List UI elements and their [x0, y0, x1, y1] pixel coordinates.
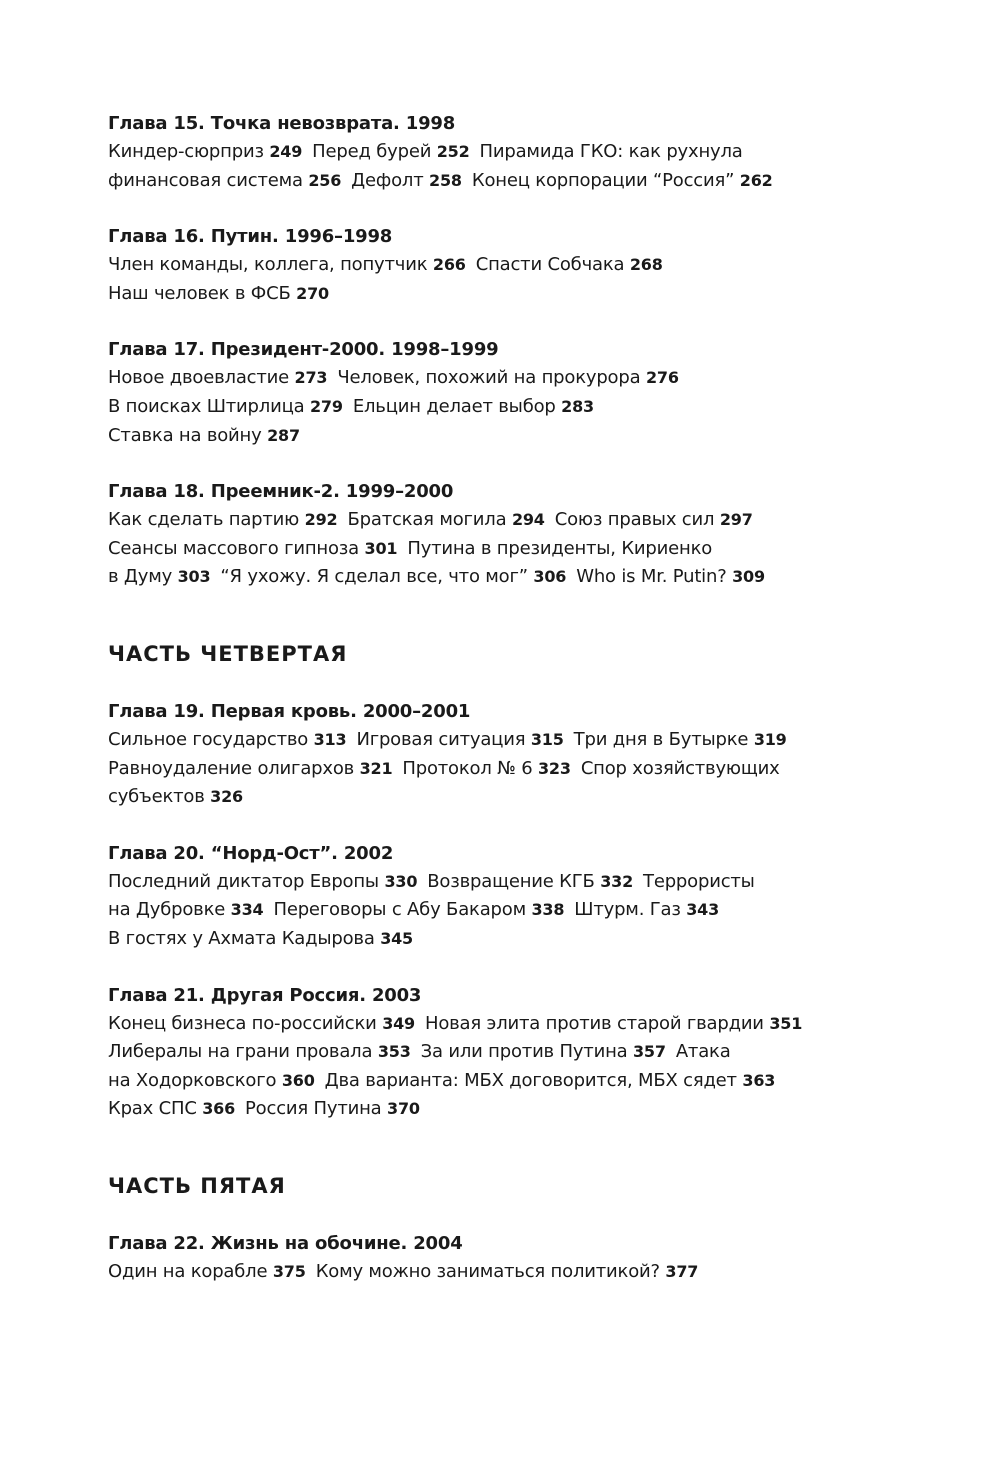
toc-entry [108, 871, 417, 892]
toc-entry [356, 729, 563, 750]
page-number: 303 [177, 567, 211, 587]
entry-line [108, 364, 948, 393]
page-number: 345 [380, 928, 413, 948]
toc-entry [220, 566, 566, 587]
entry-title: Возвращение КГБ [427, 870, 595, 892]
page-number: 360 [281, 1070, 315, 1090]
page-number: 279 [310, 396, 343, 416]
entry-title: Игровая ситуация [356, 728, 526, 750]
toc-entry [312, 141, 469, 162]
page-number: 343 [686, 900, 720, 920]
toc-entry [108, 1098, 235, 1119]
entry-title: Равноудаление олигархов [108, 757, 355, 779]
entry-line [108, 167, 948, 196]
entry-line [108, 138, 948, 167]
entry-line [108, 506, 948, 535]
entry-title: в Думу [108, 566, 173, 588]
chapter-section [108, 1230, 948, 1287]
chapter-section [108, 336, 948, 450]
entry-title: Киндер-сюрприз [108, 141, 264, 162]
entry-title: Спор хозяйствующих [580, 757, 780, 779]
toc-entry [421, 1041, 666, 1062]
entry-title: Кому можно заниматься политикой? [315, 1260, 660, 1282]
entry-title: Ставка на войну [108, 424, 262, 446]
toc-entry [108, 928, 413, 949]
entry-line [108, 393, 948, 422]
entry-title: на Дубровке [108, 899, 226, 921]
page-number: 297 [719, 510, 753, 530]
table-of-contents [108, 110, 948, 1286]
toc-entry [427, 871, 633, 892]
entry-title: Новая элита против старой гвардии [425, 1012, 764, 1034]
entry-title: Последний диктатор Европы [108, 870, 379, 892]
page-number: 276 [645, 368, 679, 388]
toc-entry [472, 170, 773, 191]
chapter-entries [108, 364, 948, 450]
entry-title: Ельцин делает выбор [352, 395, 556, 417]
page-number: 363 [742, 1070, 776, 1090]
toc-entry [108, 254, 466, 275]
chapter-entries [108, 1010, 948, 1124]
page-number: 332 [600, 871, 634, 891]
toc-entry [402, 758, 570, 779]
toc-entry [108, 170, 341, 191]
page-number: 330 [384, 871, 418, 891]
entry-line [108, 783, 948, 812]
entry-line [108, 868, 948, 897]
toc-entry [407, 538, 712, 559]
toc-entry [108, 396, 343, 417]
chapter-title: Глава 19. Первая кровь. 2000–2001 [108, 700, 471, 722]
entry-line [108, 896, 948, 925]
toc-entry [576, 566, 765, 587]
entry-title: Два варианта: МБХ договорится, МБХ сядет [324, 1069, 737, 1091]
entry-title: Наш человек в ФСБ [108, 282, 291, 304]
page-number: 349 [382, 1013, 415, 1033]
toc-entry [325, 1070, 776, 1091]
toc-entry [347, 509, 544, 530]
entry-title: В поисках Штирлица [108, 395, 305, 417]
toc-entry [273, 899, 564, 920]
entry-title: Террористы [643, 870, 755, 892]
toc-entry [108, 899, 263, 920]
toc-entry [676, 1041, 731, 1062]
chapter-title: Глава 22. Жизнь на обочине. 2004 [108, 1232, 463, 1254]
entry-title: За или против Путина [420, 1041, 628, 1063]
page-number: 306 [533, 567, 567, 587]
toc-entry [574, 729, 787, 750]
entry-title: Конец бизнеса по-российски [108, 1012, 377, 1034]
toc-entry [574, 899, 719, 920]
page-number: 334 [230, 900, 264, 920]
entry-line [108, 280, 948, 309]
entry-title: Конец корпорации “Россия” [471, 169, 735, 191]
page-number: 326 [210, 787, 243, 807]
entry-line [108, 1067, 948, 1096]
page-number: 262 [739, 170, 773, 190]
toc-entry [337, 367, 678, 388]
page-number: 294 [511, 510, 545, 530]
entry-title: субъектов [108, 786, 205, 808]
page-number: 377 [665, 1261, 699, 1281]
chapter-section [108, 982, 948, 1124]
toc-entry [108, 786, 243, 807]
entry-title: В гостях у Ахмата Кадырова [108, 927, 375, 949]
toc-entry [108, 509, 337, 530]
page-number: 309 [732, 567, 765, 587]
toc-entry [108, 538, 397, 559]
page-number: 351 [769, 1013, 803, 1033]
chapter-section [108, 478, 948, 592]
page-number: 258 [429, 170, 462, 190]
toc-entry [108, 729, 346, 750]
entry-title: Протокол № 6 [402, 757, 533, 779]
entry-title: на Ходорковского [108, 1069, 277, 1091]
page-number: 273 [294, 368, 328, 388]
page-number: 315 [530, 729, 564, 749]
page-number: 266 [432, 255, 466, 275]
page-number: 353 [377, 1042, 411, 1062]
entry-title: Россия Путина [245, 1098, 382, 1120]
page-number: 252 [436, 142, 470, 161]
chapter-entries [108, 726, 948, 812]
entry-line [108, 422, 948, 451]
toc-entry [425, 1013, 802, 1034]
chapter-entries [108, 251, 948, 308]
entry-title: Союз правых сил [554, 509, 715, 531]
page-number: 301 [364, 538, 398, 558]
page-number: 375 [272, 1261, 306, 1281]
toc-entry [353, 396, 594, 417]
page-number: 268 [629, 255, 663, 275]
page-number: 270 [296, 283, 329, 303]
entry-title: Братская могила [347, 509, 507, 531]
toc-entry [108, 1041, 411, 1062]
entry-title: Спасти Собчака [475, 254, 625, 276]
entry-line [108, 535, 948, 564]
entry-title: Крах СПС [108, 1098, 197, 1120]
chapter-title: Глава 21. Другая Россия. 2003 [108, 984, 422, 1006]
chapter-title: Глава 17. Президент-2000. 1998–1999 [108, 339, 499, 361]
page-number: 323 [538, 758, 571, 778]
entry-line [108, 925, 948, 954]
toc-entry [476, 254, 663, 275]
entry-title: Три дня в Бутырке [573, 728, 749, 750]
entry-title: Член команды, коллега, попутчик [108, 254, 428, 276]
chapter-entries [108, 138, 948, 195]
toc-entry [108, 566, 210, 587]
entry-title: Who is Mr. Putin? [576, 566, 727, 588]
part-heading: ЧАСТЬ ЧЕТВЕРТАЯ [108, 641, 348, 666]
page-number: 321 [359, 758, 393, 778]
entry-title: Один на корабле [108, 1260, 268, 1282]
page-number: 249 [269, 142, 303, 161]
chapter-section [108, 840, 948, 954]
entry-title: Как сделать партию [108, 509, 300, 531]
entry-title: Переговоры с Абу Бакаром [273, 899, 526, 921]
entry-title: “Я ухожу. Я сделал все, что мог” [220, 566, 528, 588]
entry-title: финансовая система [108, 169, 303, 191]
toc-entry [108, 425, 300, 446]
entry-title: Атака [675, 1041, 731, 1063]
page-number: 313 [313, 729, 347, 749]
toc-entry [108, 758, 392, 779]
page-number: 357 [633, 1042, 666, 1062]
toc-entry [108, 141, 302, 162]
chapter-section [108, 698, 948, 812]
page-number: 256 [308, 170, 342, 190]
toc-entry [108, 367, 327, 388]
toc-entry [581, 758, 780, 779]
page-number: 292 [304, 510, 338, 530]
toc-entry [108, 1070, 315, 1091]
entry-line [108, 1010, 948, 1039]
page-number: 366 [202, 1099, 236, 1119]
chapter-section [108, 110, 948, 195]
entry-title: Либералы на грани провала [108, 1041, 373, 1063]
toc-entry [555, 509, 753, 530]
chapter-entries [108, 1258, 948, 1287]
entry-line [108, 726, 948, 755]
entry-title: Сеансы массового гипноза [108, 537, 360, 559]
page-number: 283 [561, 396, 594, 416]
page-number: 319 [753, 729, 787, 749]
entry-line [108, 1095, 948, 1124]
entry-title: Дефолт [351, 169, 424, 191]
entry-line [108, 1258, 948, 1287]
toc-entry [108, 1261, 306, 1282]
toc-entry [480, 141, 743, 162]
toc-entry [351, 170, 462, 191]
chapter-section [108, 223, 948, 308]
toc-entry [108, 283, 329, 304]
toc-entry [316, 1261, 699, 1282]
page-number: 370 [387, 1099, 420, 1119]
chapter-entries [108, 868, 948, 954]
chapter-title: Глава 20. “Норд-Ост”. 2002 [108, 842, 394, 864]
chapter-entries [108, 506, 948, 592]
page-number: 338 [531, 900, 565, 920]
chapter-title: Глава 18. Преемник-2. 1999–2000 [108, 481, 454, 503]
entry-title: Человек, похожий на прокурора [337, 367, 641, 389]
toc-entry [245, 1098, 420, 1119]
entry-title: Путина в президенты, Кириенко [407, 537, 713, 559]
entry-line [108, 563, 948, 592]
entry-title: Новое двоевластие [108, 367, 290, 389]
entry-line [108, 755, 948, 784]
entry-line [108, 251, 948, 280]
chapter-title: Глава 16. Путин. 1996–1998 [108, 226, 393, 248]
toc-entry [643, 871, 755, 892]
entry-title: Штурм. Газ [574, 899, 681, 921]
entry-title: Перед бурей [312, 141, 432, 162]
entry-line [108, 1038, 948, 1067]
toc-entry [108, 1013, 415, 1034]
entry-title: Сильное государство [108, 728, 309, 750]
entry-title: Пирамида ГКО: как рухнула [479, 141, 743, 162]
chapter-title: Глава 15. Точка невозврата. 1998 [108, 113, 456, 134]
page-number: 287 [267, 425, 300, 445]
part-heading: ЧАСТЬ ПЯТАЯ [108, 1173, 286, 1198]
